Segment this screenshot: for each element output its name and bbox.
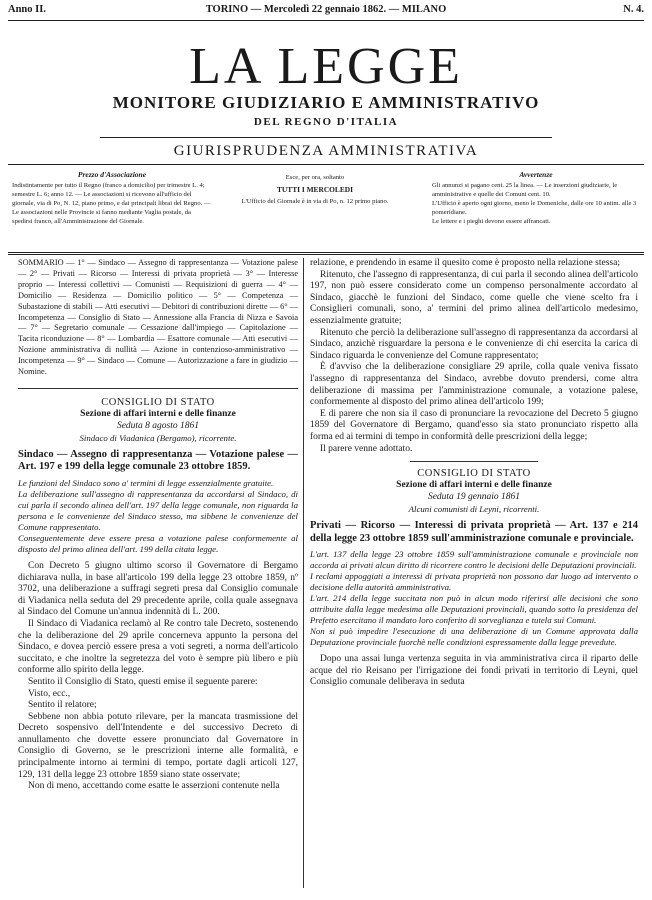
opinion-continuation — [310, 258, 638, 455]
subscription-title: Prezzo d'Associazione — [77, 170, 147, 179]
case-heading: Sindaco — Assegno di rappresentanza — Votazione palese — Art. 197 e 199 della legge comunale 23 ottobre 1859. — [18, 448, 298, 473]
paragraph: Non di meno, accettando come esatte le asserzioni contenute nella — [28, 781, 280, 792]
subscription-text: Indistintamente per tutto il Regno (franco a domicilio) per trimestre L. 4; semestre L. 6; anno 12. — Le associazioni si ricevono all'ufficio del giornale, via di Po, N. 12, piano primo, e dai principali librai del Regno. — Le associazioni nelle Provincie si fanno mediante Vaglia postale, da spedirsi franco, all'Amministrazione del Giornale. — [12, 182, 211, 225]
session-date-2: Seduta 19 gennaio 1861 — [427, 492, 521, 503]
headnote: I reclami appoggiati a interessi di privata proprietà non possono dar luogo ad intervento o decisione della autorità amministrativa. — [310, 571, 638, 593]
headnotes — [18, 478, 298, 555]
paragraph: Il parere venne adottato. — [320, 443, 413, 454]
headnote: Conseguentemente deve essere presa a votazione palese conformemente al disposto del primo alinea dell'art. 199 della citata legge. — [18, 532, 298, 554]
notices-text-2: L'Ufficio è aperto ogni giorno, meno le Domeniche, dalle ore 10 antim. alle 3 pomeridiane. — [432, 200, 637, 216]
paragraph: Ritenuto che perciò la deliberazione sull'assegno di rappresentanza da accordarsi al Sindaco, anzichè risguardare la persona e le convenienze di chi esercita la carica di Sindaco riguarda le convenienze del Comune rappresentato; — [310, 327, 638, 361]
right-column — [310, 258, 638, 689]
paragraph: Sentito il Consiglio di Stato, questi emise il seguente parere: — [28, 676, 258, 687]
paragraph: Sentito il relatore; — [28, 700, 97, 711]
section-title: GIURISPRUDENZA AMMINISTRATIVA — [173, 143, 479, 159]
council-heading-2: CONSIGLIO DI STATO — [417, 468, 531, 480]
publication-line-1: Esce, per ora, soltanto — [285, 174, 345, 181]
info-bottom-rule-2 — [8, 254, 644, 255]
column-divider — [303, 258, 304, 888]
publication-info — [240, 173, 390, 206]
paragraph: E di parere che non sia il caso di pronunciare la revocazione del Decreto 5 giugno 1859 del Governatore di Bergamo, quand'esso sia stato pronunciato rispetto alla forma ed ai termini di tempo in conformità delle prescrizioni della legge; — [310, 408, 638, 442]
paragraph: Ritenuto, che l'assegno di rappresentanza, di cui parla il secondo alinea dell'articolo 197, non può essere considerato come un compenso personalmente accordato al Sindaco, giacchè le funzioni del Sindaco, come quelle che viene scelto fra i Consiglieri comunali, sono, a' termini del primo alinea dell'articolo medesimo, essenzialmente gratuite; — [310, 269, 638, 326]
paragraph: Sebbene non abbia potuto rilevare, per la mancata trasmissione del Decreto sospensivo dell'Intendente e del successivo Decreto di annullamento che dovette essere pronunciato dal Governatore in Consiglio di Governo, se le prescrizioni interne alle formalità, e principalmente intorno ai termini di tempo, portate dagli articoli 127, 129, 131 della legge 23 ottobre 1859 siano state osservate; — [18, 711, 298, 780]
masthead-rule — [100, 137, 552, 138]
notices-text-1: Gli annunzi si pagano cent. 25 la linea. — Le inserzioni giudiziarie, le amministrative e quelle dei Comuni cent. 10. — [432, 182, 618, 198]
paragraph: Dopo una assai lunga vertenza seguita in via amministrativa circa il riparto delle acque del rio Reisano per l'irrigazione dei fondi privati in territorio di Leyni, quel Consiglio comunale deliberava in seduta — [310, 654, 638, 688]
top-rule — [8, 20, 644, 21]
headnote: L'art. 214 della legge succitata non può in alcun modo riferirsi alle decisioni che sono attribuite dalla legge medesima alle Deputazioni provinciali, quando sotto la presidenza del Prefetto esercitano il mandato loro conferito di sorveglianza e tutela sui Comuni. — [310, 593, 638, 626]
headnote: Non si può impedire l'esecuzione di una deliberazione di un Comune approvata dalla Deputazione provinciale fuorchè nelle condizioni espressamente dalla legge prevedute. — [310, 626, 638, 648]
masthead-title: LA LEGGE — [189, 38, 463, 95]
summary-rule — [18, 388, 298, 389]
headnotes-2 — [310, 549, 638, 648]
council-section: Sezione di affari interni e delle finanze — [80, 408, 236, 419]
headnote: Le funzioni del Sindaco sono a' termini di legge essenzialmente gratuite. — [18, 477, 274, 488]
subscription-info — [12, 170, 212, 226]
paragraph: È d'avviso che la deliberazione consigliare 29 aprile, colla quale veniva fissato l'assegno di rappresentanza del Sindaco, avrebbe dovuto prendersi, come altra deliberazione di massima per l'amministrazione comunale, a votazione palese, conformemente al disposto del primo alinea dell'articolo 199; — [310, 362, 638, 408]
opinion-body-2 — [310, 654, 638, 689]
paragraph: Il Sindaco di Viadanica reclamò al Re contro tale Decreto, sostenendo che la deliberazione del 29 aprile concerneva appunto la persona del Sindaco, e dovea perciò essere presa a voti segreti, a norma dell'articolo succitato, e che inoltre la segretezza del voto è sempre più libero e più conforme allo spirito della legge. — [18, 618, 298, 676]
info-top-rule — [8, 164, 644, 165]
paragraph: relazione, e prendendo in esame il quesito come è proposto nella relazione stessa; — [310, 258, 620, 268]
issue-number: N. 4. — [623, 4, 644, 15]
council-section-2: Sezione di affari interni e delle finanze — [396, 480, 552, 491]
masthead-subtitle-kingdom: DEL REGNO D'ITALIA — [253, 116, 399, 128]
masthead-subtitle: MONITORE GIUDIZIARIO E AMMINISTRATIVO — [112, 93, 540, 112]
notices-text-3: Le lettere e i pieghi devono essere affrancati. — [432, 218, 551, 225]
publication-line-3: L'Ufficio del Giornale è in via di Po, n. 12 primo piano. — [241, 198, 389, 205]
appellants: Alcuni comunisti di Leyni, ricorrenti. — [408, 504, 540, 515]
opinion-body — [18, 561, 298, 793]
appellant: Sindaco di Viadanica (Bergamo), ricorrente. — [79, 432, 237, 443]
notices-title: Avvertenze — [519, 170, 553, 179]
publication-line-2: TUTTI I MERCOLEDI — [277, 185, 353, 194]
council-heading: CONSIGLIO DI STATO — [101, 396, 215, 408]
headnote: La deliberazione sull'assegno di rappresentanza da accordarsi al Sindaco, di cui parla il secondo alinea dell'art. 197 della legge comunale, non riguarda la persona e le convenienze del Sindaco stesso, ma sibbene le convenienze del Comune rappresentato. — [18, 488, 298, 532]
session-date: Seduta 8 agosto 1861 — [116, 420, 200, 431]
paragraph: Visto, ecc., — [28, 688, 71, 699]
case-heading-2: Privati — Ricorso — Interessi di privata proprietà — Art. 137 e 214 della legge 23 ottobre 1859 sull'amministrazione comunale e provinciale. — [310, 520, 638, 544]
paragraph: Con Decreto 5 giugno ultimo scorso il Governatore di Bergamo dichiarava nulla, in base all'articolo 199 della legge 23 ottobre 1859, nº 3702, una deliberazione a suffragi segreti presa dal Consiglio comunale di Viadanica nella seduta del 29 precedente aprile, colla quale assegnava al Sindaco del Comune un'annua indennità di L. 200. — [18, 560, 298, 618]
headnote: L'art. 137 della legge 23 ottobre 1859 sull'amministrazione comunale e provinciale non accorda ai privati alcun diritto di ricorrere contro le decisioni delle Deputazioni provinciali. — [310, 549, 638, 571]
year-label: Anno II. — [8, 4, 46, 15]
info-bottom-rule — [8, 252, 644, 253]
summary: SOMMARIO — 1° — Sindaco — Assegno di rappresentanza — Votazione palese — 2° — Privati — Ricorso — Interessi di privata proprietà — 3° — Interesse proprio — Interessi collettivi — Comunisti — Requisizioni di guerra — 4° — Domicilio — Residenza — Domicilio politico — 5° — Competenza — Subastazione di stabili — Atti esecutivi — Debitori di contribuzioni dirette — 6° — Incompetenza — Consiglio di Stato — Annessione alla Francia di Nizza e Savoia — 7° — Segretario comunale — Cessazione dall'impiego — Capitolazione — Tacita riconduzione — 8° — Lombardia — Esattore comunale — Atti esecutivi — Nozione amministrativa di nullità — Azione in contenzioso-amministrativo — Incompetenza — 9° — Sindaco — Comune — Autorizzazione a fare in giudizio — Nomine. — [18, 258, 298, 377]
dateline: TORINO — Mercoledì 22 gennaio 1862. — MILANO — [205, 4, 447, 15]
left-column — [18, 258, 298, 793]
notices-info — [432, 170, 640, 226]
article-separator — [410, 461, 538, 462]
top-line — [8, 4, 644, 18]
